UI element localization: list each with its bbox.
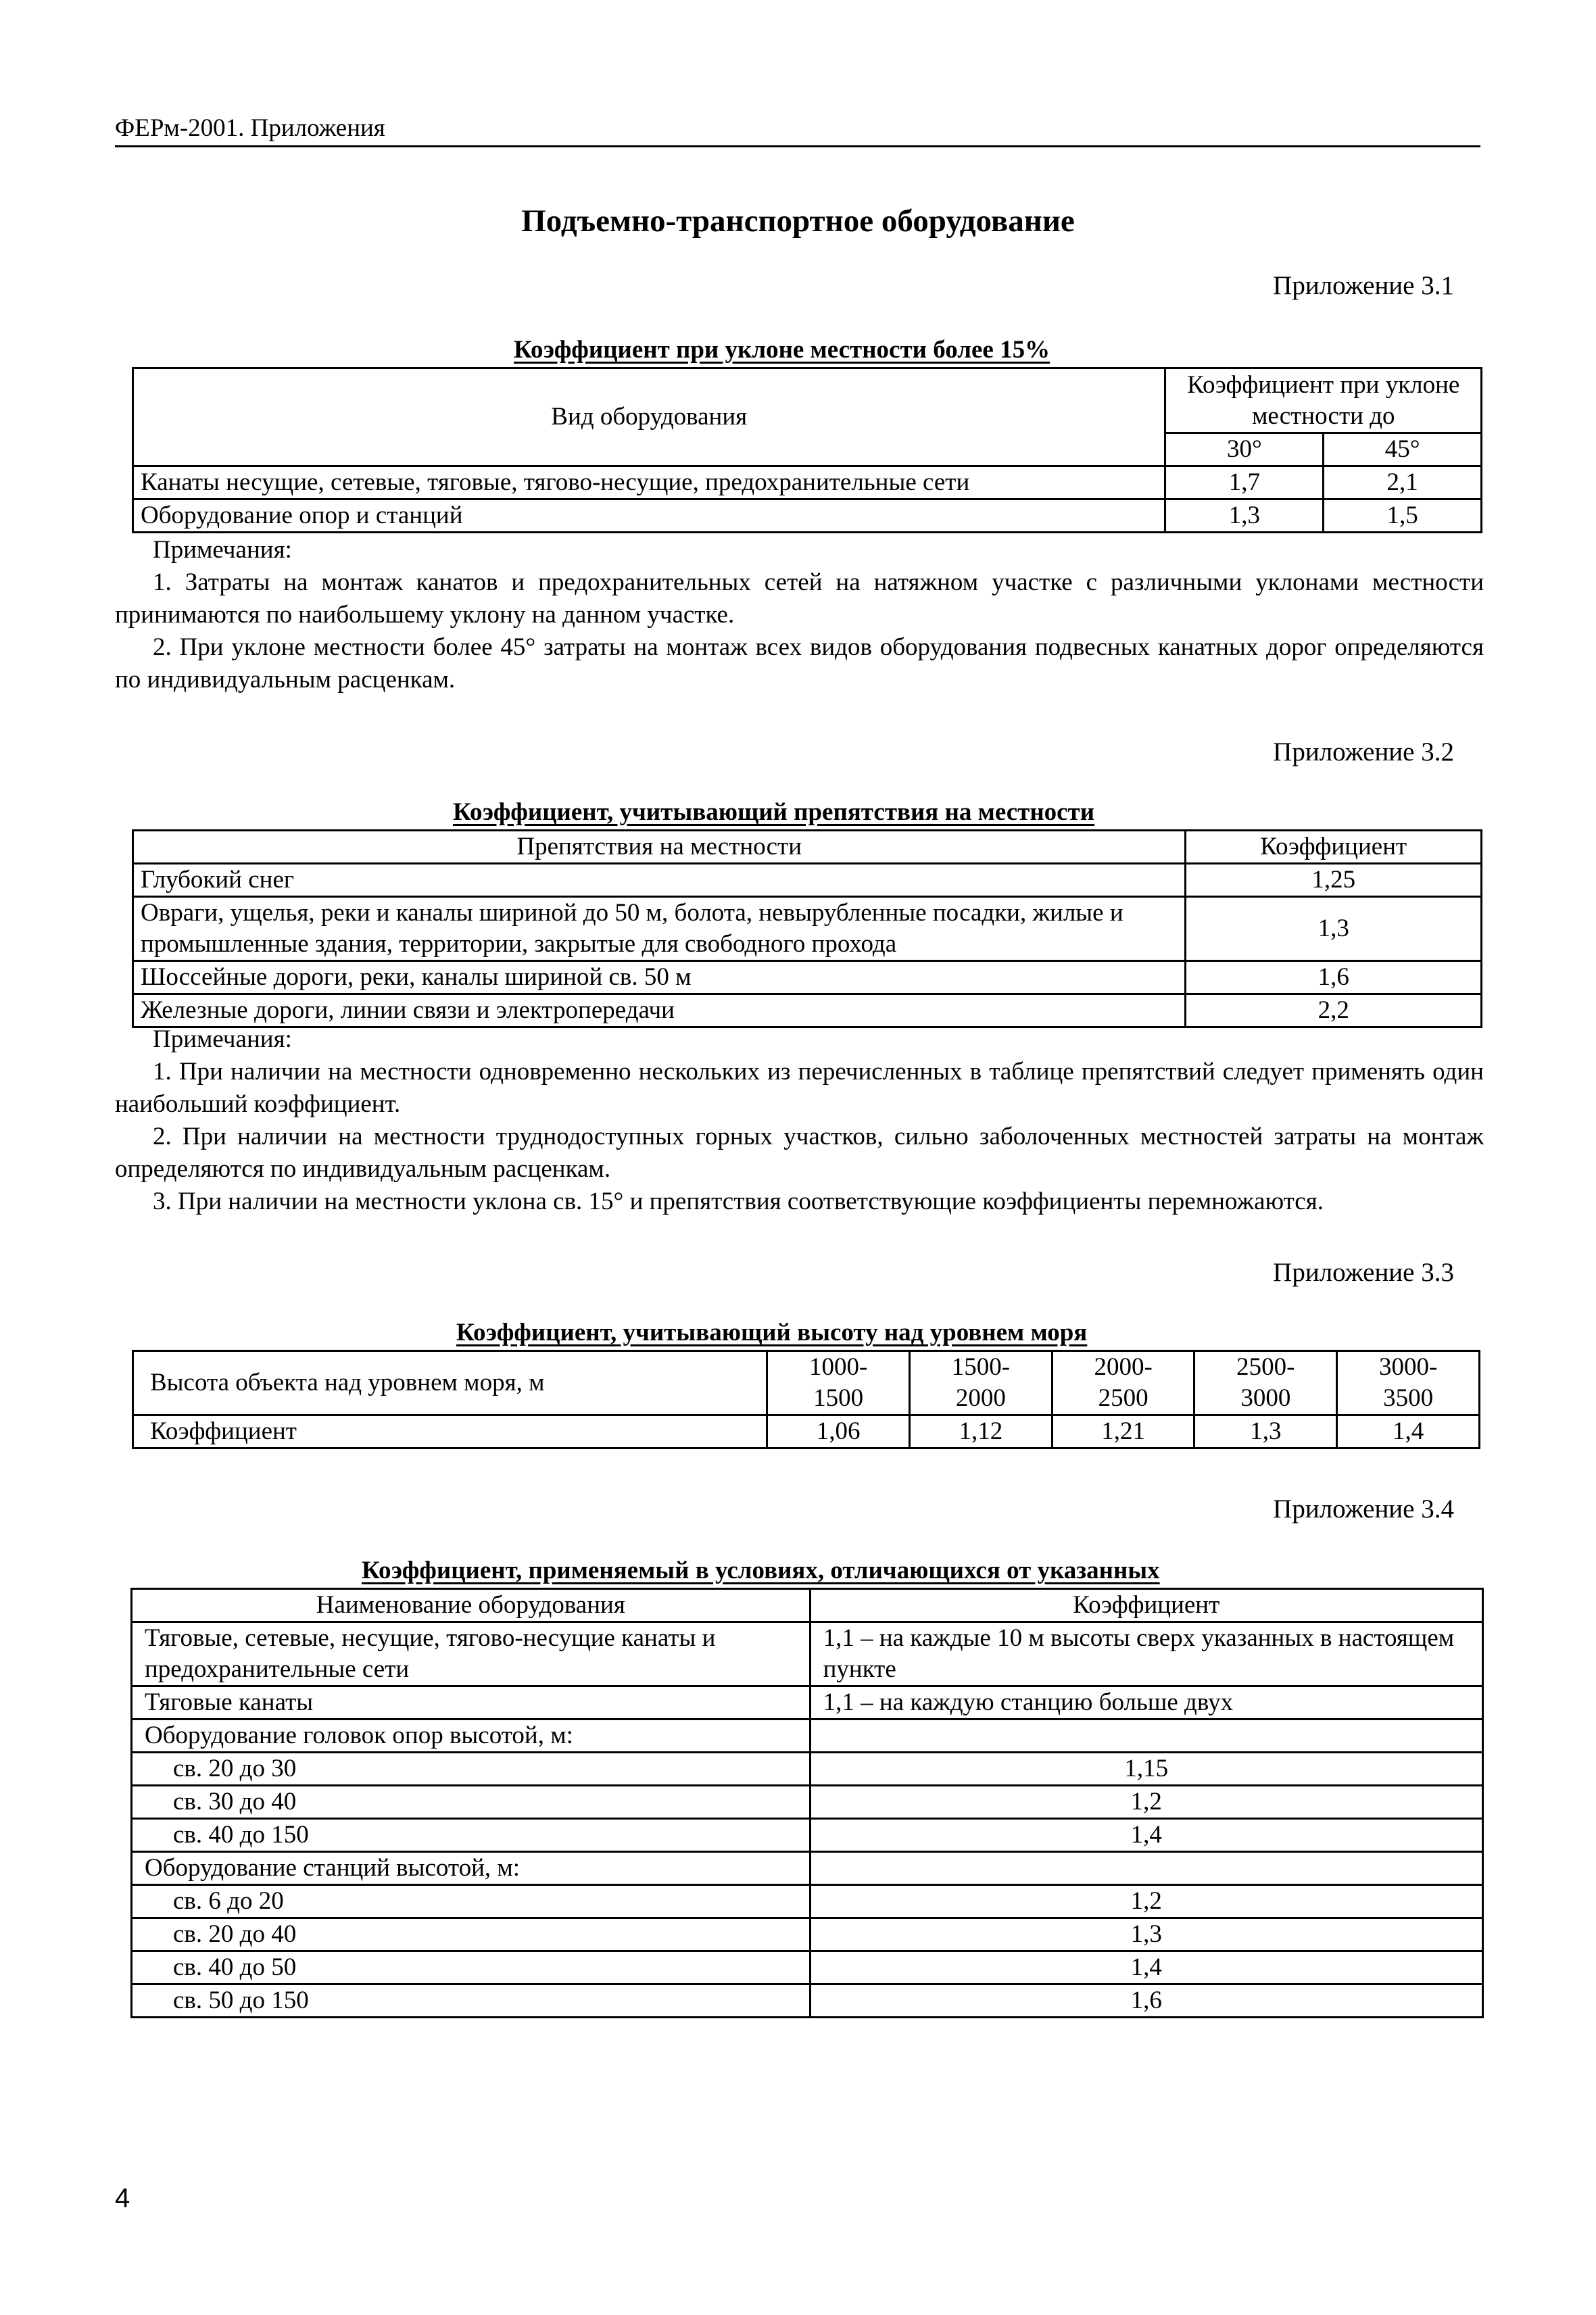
table-cell: св. 50 до 150 <box>132 1984 811 2018</box>
table-cell: св. 30 до 40 <box>132 1786 811 1819</box>
table-cell <box>810 1720 1482 1753</box>
notes-3-2 <box>115 1023 1484 1218</box>
table-row <box>133 466 1482 499</box>
table-header-45: 45° <box>1324 433 1482 466</box>
table-cell: 1,06 <box>767 1415 910 1448</box>
table-cell: 1,2 <box>810 1885 1482 1918</box>
table-title-3-3: Коэффициент, учитывающий высоту над уровнем моря <box>456 1319 1088 1346</box>
table-cell: св. 40 до 50 <box>132 1951 811 1984</box>
altitude-coefficient-table <box>132 1350 1480 1449</box>
table-row <box>132 1984 1483 2018</box>
table-cell: Оборудование головок опор высотой, м: <box>132 1720 811 1753</box>
table-cell: 2,2 <box>1186 994 1482 1027</box>
table-header-30: 30° <box>1165 433 1324 466</box>
note-item: 2. При наличии на местности труднодоступных горных участков, сильно заболоченных местностей затраты на монтаж определяются по индивидуальным расценкам. <box>115 1123 1484 1183</box>
page-number: 4 <box>115 2183 130 2213</box>
table-row <box>132 1918 1483 1951</box>
slope-coefficient-table <box>132 367 1482 533</box>
table-title-3-4: Коэффициент, применяемый в условиях, отличающихся от указанных <box>362 1557 1160 1584</box>
table-cell: 1,3 <box>1165 499 1324 533</box>
table-cell: 1,7 <box>1165 466 1324 499</box>
table-cell: св. 6 до 20 <box>132 1885 811 1918</box>
table-row <box>132 1686 1483 1720</box>
table-header-equipment: Вид оборудования <box>133 368 1165 466</box>
table-cell: 1,4 <box>810 1951 1482 1984</box>
table-cell: 1,6 <box>810 1984 1482 2018</box>
table-cell: 1,25 <box>1186 864 1482 897</box>
table-header-obstacles: Препятствия на местности <box>133 831 1186 864</box>
note-item: 3. При наличии на местности уклона св. 15° и препятствия соответствующие коэффициенты перемножаются. <box>153 1188 1324 1215</box>
table-cell: Овраги, ущелья, реки и каналы шириной до 50 м, болота, невырубленные посадки, жилые и промышленные здания, территории, закрытые для свободного прохода <box>133 897 1186 961</box>
appendix-label-3-3: Приложение 3.3 <box>1273 1258 1454 1287</box>
table-cell: 1,4 <box>810 1819 1482 1852</box>
table-row <box>132 1951 1483 1984</box>
table-header-coef: Коэффициент <box>1186 831 1482 864</box>
note-item: 1. При наличии на местности одновременно нескольких из перечисленных в таблице препятствий следует применять один наибольший коэффициент. <box>115 1058 1484 1118</box>
appendix-label-3-4: Приложение 3.4 <box>1273 1494 1454 1524</box>
table-header-slope-coef: Коэффициент при уклоне местности до <box>1165 368 1482 433</box>
table-cell: Коэффициент <box>133 1415 767 1448</box>
table-row <box>132 1852 1483 1885</box>
table-row <box>132 1720 1483 1753</box>
table-cell: Шоссейные дороги, реки, каналы шириной св. 50 м <box>133 961 1186 994</box>
table-cell: Оборудование станций высотой, м: <box>132 1852 811 1885</box>
table-header-altitude: Высота объекта над уровнем моря, м <box>133 1351 767 1415</box>
table-header-range: 2500- 3000 <box>1194 1351 1337 1415</box>
table-title-3-2: Коэффициент, учитывающий препятствия на местности <box>453 798 1095 826</box>
table-cell <box>810 1852 1482 1885</box>
table-cell: 1,5 <box>1324 499 1482 533</box>
table-row <box>132 1753 1483 1786</box>
table-cell: 1,3 <box>810 1918 1482 1951</box>
table-row <box>133 864 1482 897</box>
appendix-label-3-1: Приложение 3.1 <box>1273 271 1454 300</box>
table-cell: 1,15 <box>810 1753 1482 1786</box>
table-cell: 1,4 <box>1337 1415 1480 1448</box>
table-cell: 1,3 <box>1194 1415 1337 1448</box>
table-cell: 1,12 <box>910 1415 1053 1448</box>
table-cell: 1,2 <box>810 1786 1482 1819</box>
table-row <box>132 1885 1483 1918</box>
table-cell: Канаты несущие, сетевые, тяговые, тягово-несущие, предохранительные сети <box>133 466 1165 499</box>
table-header-range: 2000- 2500 <box>1052 1351 1194 1415</box>
note-item: 2. При уклоне местности более 45° затраты на монтаж всех видов оборудования подвесных канатных дорог определяются по индивидуальным расценкам. <box>115 633 1484 693</box>
table-cell: Глубокий снег <box>133 864 1186 897</box>
table-row <box>132 1786 1483 1819</box>
obstacles-coefficient-table <box>132 829 1482 1028</box>
table-cell: св. 20 до 40 <box>132 1918 811 1951</box>
page-title: Подъемно-транспортное оборудование <box>521 203 1075 239</box>
table-header-range: 3000- 3500 <box>1337 1351 1480 1415</box>
notes-label: Примечания: <box>153 1025 292 1053</box>
running-header: ФЕРм-2001. Приложения <box>115 114 1480 147</box>
table-row <box>132 1622 1483 1686</box>
table-row <box>133 1415 1480 1448</box>
table-cell: Оборудование опор и станций <box>133 499 1165 533</box>
table-cell: 1,3 <box>1186 897 1482 961</box>
table-row <box>132 1819 1483 1852</box>
notes-3-1 <box>115 534 1484 696</box>
table-header-equipment-name: Наименование оборудования <box>132 1589 811 1622</box>
table-row <box>133 897 1482 961</box>
table-cell: 1,1 – на каждые 10 м высоты сверх указанных в настоящем пункте <box>810 1622 1482 1686</box>
table-row <box>133 961 1482 994</box>
appendix-label-3-2: Приложение 3.2 <box>1273 737 1454 766</box>
table-header-range: 1000- 1500 <box>767 1351 910 1415</box>
table-row <box>133 499 1482 533</box>
table-cell: 1,6 <box>1186 961 1482 994</box>
table-cell: св. 40 до 150 <box>132 1819 811 1852</box>
table-cell: Железные дороги, линии связи и электропередачи <box>133 994 1186 1027</box>
table-header-range: 1500- 2000 <box>910 1351 1053 1415</box>
table-cell: Тяговые канаты <box>132 1686 811 1720</box>
notes-label: Примечания: <box>153 536 292 564</box>
table-row <box>133 994 1482 1027</box>
table-cell: 1,21 <box>1052 1415 1194 1448</box>
table-cell: св. 20 до 30 <box>132 1753 811 1786</box>
other-conditions-table <box>130 1588 1484 2018</box>
table-title-3-1: Коэффициент при уклоне местности более 15% <box>514 336 1050 364</box>
table-cell: 1,1 – на каждую станцию больше двух <box>810 1686 1482 1720</box>
table-cell: 2,1 <box>1324 466 1482 499</box>
note-item: 1. Затраты на монтаж канатов и предохранительных сетей на натяжном участке с различными уклонами местности принимаются по наибольшему уклону на данном участке. <box>115 568 1484 629</box>
table-cell: Тяговые, сетевые, несущие, тягово-несущие канаты и предохранительные сети <box>132 1622 811 1686</box>
table-header-coef: Коэффициент <box>810 1589 1482 1622</box>
